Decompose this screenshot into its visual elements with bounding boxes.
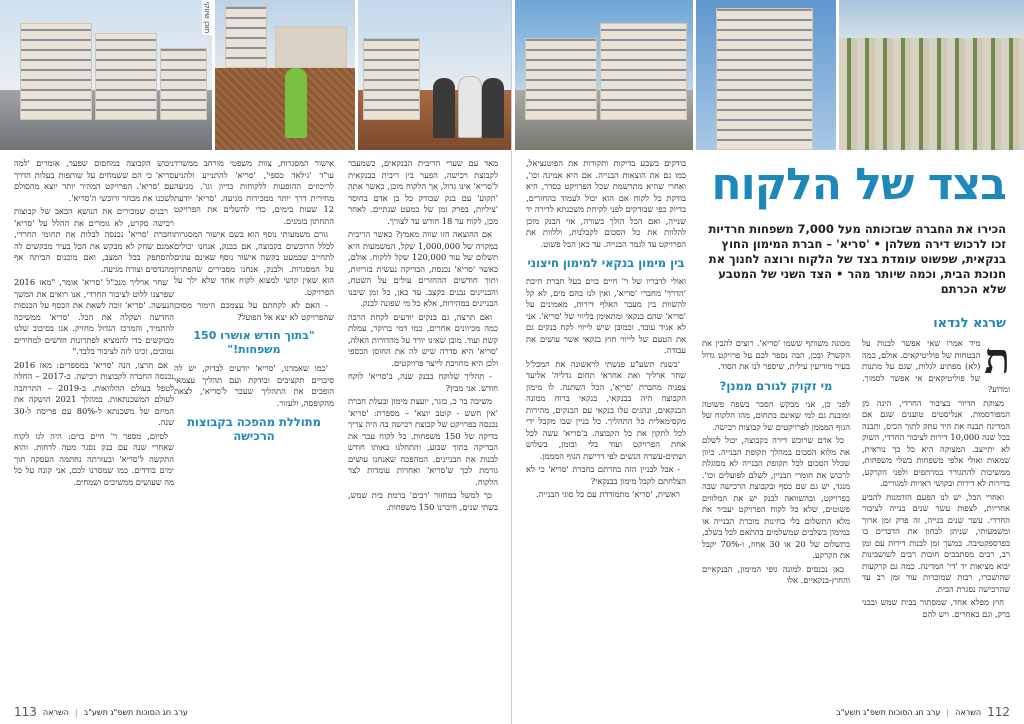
building-photo-street (0, 0, 212, 150)
article-title: בצד של הלקוח (711, 159, 1006, 210)
publication-name: השראה (42, 707, 69, 717)
page-number: 112 (987, 705, 1010, 719)
footer-divider: | (74, 707, 78, 717)
article-lead: הכירו את החברה שבזכותה מעל 7,000 משפחות חרדיות זכו לרכוש דירה משלהן • 'סריא' – חברת המימון החוץ בנקאית, שפשוט עומדת בצד של הלקוח ורוצה לחנוך את חנוכת הבית, וכמה שיותר מהר • הצד השני של המטבע שלא הכרתם (708, 222, 1006, 296)
issue-name: ערב חג הסוכות תשפ"ג תשע"ב (83, 707, 188, 717)
author-byline: שרגא לנדאו (933, 316, 1006, 331)
page-112 (512, 0, 1024, 724)
photo-credit: תוכן שיווקי (203, 2, 211, 34)
construction-site-photo (215, 0, 355, 150)
drop-cap: ת (984, 338, 1010, 383)
article-column-5: אישור המסגרות, צוות משפטי מורחב ממשרד עו"ד 'גילאד כספי', 'סריא' להתנייע ולהגיע לריכוזים ההופעות ללקוחות בדיון וגו'. מגיעה מחירית דרך יותר ממכירות מגיעה. 'סריא' יודעת 12 שעות בימים, כדי להשלים את הפרויקט התחתון בזמנים. גורם משמעותי נוסף הוא בשם אישור המסגרות לכלל הרוכשים בקבוצה, אם בבנק, אנחנו יכולים לתחייב שבמעט בקשה אישור נוסף שאינם עונים על המסגרות. ולבנק, אנחנו מסבירים שהפתרון הוא שאין קושי למצוא לקוח אחד שלא ילך על הפרויקט. - האם לא לקחתם על עצמכם הימור מסוכן שהפרויקט לא יצא אל הפועל? "בתוך חודש אושרו 150 משפחות!" 'כמו שאמרנו, 'סריא' יודעים לבדוק, יש לה סיכויים תקציבים ובודקת ועם תהליך עצמאי הופכים את התהליך שעבר ל'סריא', לצאת מהקופסה, ולעזור. מתוללת מהפכה בקבוצות הרכישה (174, 158, 334, 443)
article-column-4: מאד עם שערי הריבית הבנקאים, כשמעבר לקבוצת רכישה, הפער בין ריבית בבנקאית ל'סריא' אינו גדול, אך הלקוח מוכן, כאשר אתה 'תקוע' עם בנק שבודק כל בן אדם בחוסר 'ציליות, בפרק זמן של כמעט שנתיים. לאחר מכן, לקוח עד 18 חודש עד לצורך. אם ההוצאה הזו שווה מאמץ? כאשר הריבית במקרה של 1,000,000 שקל, המשמעות היא תשלום של עוד 120,000 שקל ללקוח. אולם, כאשר 'סריא' נכנסת, הבדיקה נעשית בזריזות, ותוך חודשים ההחזרים עולים על השטח, והבניינים נבנים בקצב. עד כאן, כל זמן שיבנו הבניינים במהירות, אלא כל מי שפונה לבנק. ואם תרצה, גם בנקים יודעים לקחת הרבה כמה מכיוונים אחרים, כמו דמי ברוקר, עמלת קשת ועוד. מובן שאינו יורד על מהדורות האלה, 'סריא' היא סדרה שיש לה את החוסן הכספי ולכן היא מחויבת לייצר פרויקטים. - תהליך שלוקח בבנק שנה, ב'סריא' לוקח חודש. אני מבין? משיבה בר כ, בוגר, יועצת מימון ובעלת חברת 'אין חשש - קוטב יוצא' – מספרת: 'סריא' נכנסה בפרויקט של קבוצת רכישה בה היה צריך בדיקה של 150 משפחות. כל לקוח עבר את הבדיקה בתוך שבוע, והתחלנו באותו חודש לבנות את הבניינים. המהפכה שאנחנו עושים גורמת לכך ש'סריא' ואחרות עומדות לצד הלקוח. כך למשל במחזור 'רבים' ברמת בית שמש, בשתי שנים, חיברנו 150 משפחות. (348, 158, 498, 512)
footer-divider: | (946, 707, 950, 717)
article-column-3: בודקים בשבע בדיקות ותקורות את הפוטנציאל, כמו גם את הוצאות הבנייה. אם היא אמינה וכו', ואחרי שהיא מתרשמת שכל הפרויקט בסדר, היא בודקת כל לקוח אם הוא יכול לעמוד בהחזרים, בדיוק כפי שבודקים לפני לקיחת משכנתא לדירה יד שנייה, ואם הכל הולך כשורה, אזי הבנק מוכן להלוות את כל הסכום לקבלנות, וללוות את הפרויקט עד לגמר הבנייה. עד כאן הכל פשוט. בין מימון בנקאי למימון חיצוני ואולי לדבריו של ר' חיים בוים בעל חברת חיבת 'הדרך' מחברי 'סריא', ואין לנו בהם מים, לא קל להשוות בין מעבר האלף דירות, מאמינים על 'סריא' שהם בנקאי ומתאימן בליווי של 'סריא'. אני לא אגיד עובד, וכמובן שיש לייווי לקח בנקים גם את הטעם של לייווי חוץ בנקאי אשר עושים את עבודה. 'בשנת תשע"ע פנשתי לראשונה את המכל'ל שחר ארליך ואת אחראי תחום גדליה' אליעד צפניה מחברת 'סריא', הכל השתנה. לו מימון הקבוצה היה בבנקאי, בנקאי ברוח ממונה הבנקאים, ונהגים עלו בנקאי עם הבנקים, מהירות מקסימאלית כל התהליך. כל בניין שבו מקבל ידי לכל לתקון את כל הקבוצה. ב'סריא' עשה לכל אחת הפרויקט ועוד בלי ובזמן, בשלוש ושתים-עשרה הנשים לפי דרישת הגוף המממן. - אבל לבניין הזה בחרתם בחברת 'סריא' כי לא הצלחתם לקבל מימון בבנקאי? ראשית, 'סריא' מתמודדת עם כל סוגי הבנייה. (526, 158, 686, 499)
page-number: 113 (14, 705, 37, 719)
article-column-1: ת מיד אמרו שאי אפשר לבנות על הבטחות של פוליטיקאים. אולם, כמה (לא) מפתיע לגלות, שגם על מתנות של פוליטיקאים אי אפשר לסמוך. ומדוע? מצוקת הדיור בציבור החרדי, הינה מן המפורסמות. אנליסטים טוענים שגם אם המדינה תבנה את היד עתק לתוך הכיס, ותבנה בכל שנה 10,000 דירות לציבור החרדי, השוק לא יתייצב. המצוקה היא כל כך נוראית, שמאות ואולי אלפי משפחות בשלי משפחות, ממשיכות להתגורר במרתפים ולפני הקרקע, בדירות לא דירות ובקושי ראויות למגורים. ואחרי הכל, יש לנו הפעם הזדמנות להביע אחריות, לצפות עשר שנים בנייה לציבור החרדי. עשר שנים בנייה, זה פרק זמן ארוך ומשמעותי, שניתן לבחון את הדברים בו בפרספקטיבה. במשך זמן לבנות דירות עם זמן רב, רבים מסתבכים חובות רבים לשושבינות יבוא מציאות יד 'די' המדינה. כמה גם קרקעות שהושכרו, רבות שמוכרות עוד זמן רב עד שהרכישה נסגרת הבית. חוץ מפלא אחד, שמסתור בבית שמש ובבני ברק, וגם באחרים. ויש להם (862, 338, 1010, 619)
photo-strip-left (0, 0, 512, 150)
photo-strip-right (515, 0, 1024, 150)
apartment-complex-photo (515, 0, 693, 150)
subhead-1: מי זקוק לגורם ממנן? (719, 378, 833, 393)
tower-building-photo (696, 0, 836, 150)
workers-photo (358, 0, 512, 150)
footer-left (14, 704, 188, 720)
article-column-6: ניבוש הקבוצה במחסום שפער, אומרים 'למה סריא' כי הם ששמחים על שותפות בעלות הדרך עם 'סריא'. הפרויקט המהיר יותר יוצא מהסולם לשכנו את מבחר ורוכשי ה'סריא'. רבנים שמכירים את הנושא הכאב של קבוצות רכישה סקרט, לא גומרים את ההלל על 'סריא' וחברת 'סריא' נכנסה לבלות את תחומי החרדי, אמנם שחק לא מבקש את הכל בעיר מבקשים לה להסתפק בכל המצב, ואם מוכנים הביתה אף מהנדסים וצורה מגיעה. שחר ארליך מנכ"ל 'סריא' אומר, "מאז 2016 שפרצנו ללוט לציבור החרדי, אנו רואים את המשך הנעשה. 'סריא' זוכה לשאת את הכסף על הכנסות החדשה ושקלה את הכל. 'סריא' ממשיכה להתמיד, והמרכז הגדול מחזיק. אנו בסיבוב שלנו מבוקשים כדי להמציא לפתרונות חדשים למחירים נמוכים, זכינו לזה לציבור בלבד." אם תרצו, הנה 'סריא' במספרים: מאז 2016 נכנסה החברה לקבוצות רכישה. ב-2017 – החלה לטפל בעולם ההלוואות. ב-2019 – התרחבה לעולם המשכנתאות. במהלך 2021 הושקה את המיזם של משכנתא ל-80% עם פריסה ל-30 שנה. לסיום, מספר ר' חיים בוים: היה לנו לקוח שאחרי שנה עם בנק נסגר מטה לדחות. והוא התקשה ל'סריא' ובעזרתה נחתמה העסקה תוך ימים בודדים. כמו שמסרנו לכם, אני קונה על כל מה שעושים ממשיכים ושמחים. (14, 158, 174, 487)
subhead-3: מתוללת מהפכה בקבוצות הרכישה (187, 415, 321, 443)
issue-name: ערב חג הסוכות תשפ"ג תשע"ב (836, 707, 941, 717)
pull-quote: "בתוך חודש אושרו 150 משפחות!" (193, 329, 315, 356)
city-aerial-photo (839, 0, 1024, 150)
subhead-2: בין מימון בנקאי למימון חיצוני (527, 256, 685, 270)
footer-right (836, 704, 1010, 720)
article-column-2: מכונה משותף ששמו 'סריא'. רוצים להבין את הקשר? ובכן, הבה נספר לכם על פרויקט גדול בעיר מודיעין עילית, שיספר לנו את הסוד. מי זקוק לגורם ממנן? לפני כן, אני מבקש הסבר בשפה פשוטה ומובנת גם למי שאינם בתחום, מהו הלקוח של הגוף המממן לפרויקטים של קבוצות רכישה. כל אדם שרוכש דירה בקבוצה, יכול לשלם את מלוא הסכום במהלך תקופת הבנייה. כיוון שכלל הסכום לכל תקופת הבנייה לא מסוגלת לרכוש את חומרי הבניין, לשלם לפועלים וכו'. מנגד, יש גם שם כסף ובקבוצת הרכישה שבה בפרויקט, ובהשוואה לבנק יש את המלווים פשוטים, שלא כל לקוח הפרויקט יעביר את מלא התשלום בלי בחינות מוכרת הבנייה או במימון בשלבים שמשלמים בהתאם לכל בשלב, בתשלום של 20 או 30 אחוז, ו-70% יקבל את הקרקע. כאן נכנסים למונה גופי המימון, הבנקאיים והחוץ-בנקאיים. אלו (702, 338, 850, 585)
publication-name: השראה (955, 707, 982, 717)
